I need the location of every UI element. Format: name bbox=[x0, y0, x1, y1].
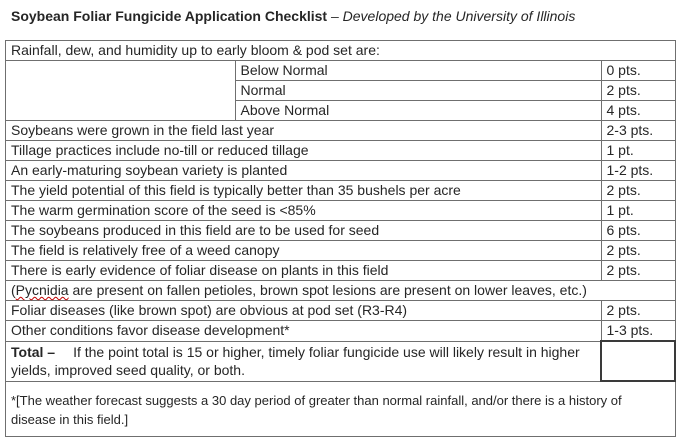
total-description: If the point total is 15 or higher, timely foliar fungicide use will likely result in higher yields, improved seed quality, or both. bbox=[11, 344, 580, 378]
factor-row bbox=[6, 321, 676, 342]
factor-row bbox=[6, 301, 676, 321]
rainfall-heading: Rainfall, dew, and humidity up to early bloom & pod set are: bbox=[6, 41, 676, 61]
factor-label: Soybeans were grown in the field last year bbox=[6, 121, 602, 141]
factor-label: Other conditions favor disease development* bbox=[6, 321, 602, 342]
factor-label: The yield potential of this field is typically better than 35 bushels per acre bbox=[6, 181, 602, 201]
factor-label: Tillage practices include no-till or reduced tillage bbox=[6, 141, 602, 161]
factor-label: Foliar diseases (like brown spot) are obvious at pod set (R3-R4) bbox=[6, 301, 602, 321]
footnote-row bbox=[6, 381, 676, 437]
total-cell bbox=[6, 341, 602, 381]
factor-points: 1 pt. bbox=[601, 201, 675, 221]
rainfall-level-label: Normal bbox=[235, 81, 601, 101]
note-open-paren: ( bbox=[11, 282, 16, 298]
factor-points: 1-2 pts. bbox=[601, 161, 675, 181]
factor-row bbox=[6, 241, 676, 261]
factor-row bbox=[6, 141, 676, 161]
rainfall-level-points: 0 pts. bbox=[601, 61, 675, 81]
factor-points: 2 pts. bbox=[601, 241, 675, 261]
note-rest: are present on fallen petioles, brown spot lesions are present on lower leaves, etc.) bbox=[68, 282, 587, 298]
factor-label: The field is relatively free of a weed canopy bbox=[6, 241, 602, 261]
factor-row bbox=[6, 261, 676, 281]
rainfall-level-label: Below Normal bbox=[235, 61, 601, 81]
factor-row bbox=[6, 161, 676, 181]
note-row bbox=[6, 281, 676, 301]
factor-row bbox=[6, 181, 676, 201]
rainfall-level-label: Above Normal bbox=[235, 101, 601, 121]
rainfall-spacer bbox=[6, 61, 236, 121]
factor-label: There is early evidence of foliar disease on plants in this field bbox=[6, 261, 602, 281]
rainfall-level-row bbox=[6, 61, 676, 81]
total-label: Total – bbox=[11, 344, 56, 360]
factor-points: 1-3 pts. bbox=[601, 321, 675, 342]
rainfall-heading-row bbox=[6, 41, 676, 61]
factor-points: 1 pt. bbox=[601, 141, 675, 161]
footnote: *[The weather forecast suggests a 30 day period of greater than normal rainfall, and/or there is a history of disease in this field.] bbox=[6, 381, 676, 437]
factor-points: 2 pts. bbox=[601, 181, 675, 201]
title-main: Soybean Foliar Fungicide Application Checklist bbox=[11, 8, 328, 24]
factor-points: 2 pts. bbox=[601, 261, 675, 281]
total-points-box[interactable] bbox=[601, 341, 675, 381]
factor-label: An early-maturing soybean variety is planted bbox=[6, 161, 602, 181]
rainfall-level-points: 2 pts. bbox=[601, 81, 675, 101]
checklist-table bbox=[5, 40, 676, 437]
factor-row bbox=[6, 201, 676, 221]
page-title bbox=[11, 8, 575, 24]
factor-label: The soybeans produced in this field are to be used for seed bbox=[6, 221, 602, 241]
factor-points: 2 pts. bbox=[601, 301, 675, 321]
disease-note bbox=[6, 281, 676, 301]
factor-points: 2-3 pts. bbox=[601, 121, 675, 141]
total-row bbox=[6, 341, 676, 381]
note-pycnidia: Pycnidia bbox=[15, 282, 69, 298]
factor-row bbox=[6, 121, 676, 141]
rainfall-level-points: 4 pts. bbox=[601, 101, 675, 121]
factor-points: 6 pts. bbox=[601, 221, 675, 241]
factor-label: The warm germination score of the seed is <85% bbox=[6, 201, 602, 221]
title-credit: – Developed by the University of Illinois bbox=[327, 8, 576, 24]
factor-row bbox=[6, 221, 676, 241]
